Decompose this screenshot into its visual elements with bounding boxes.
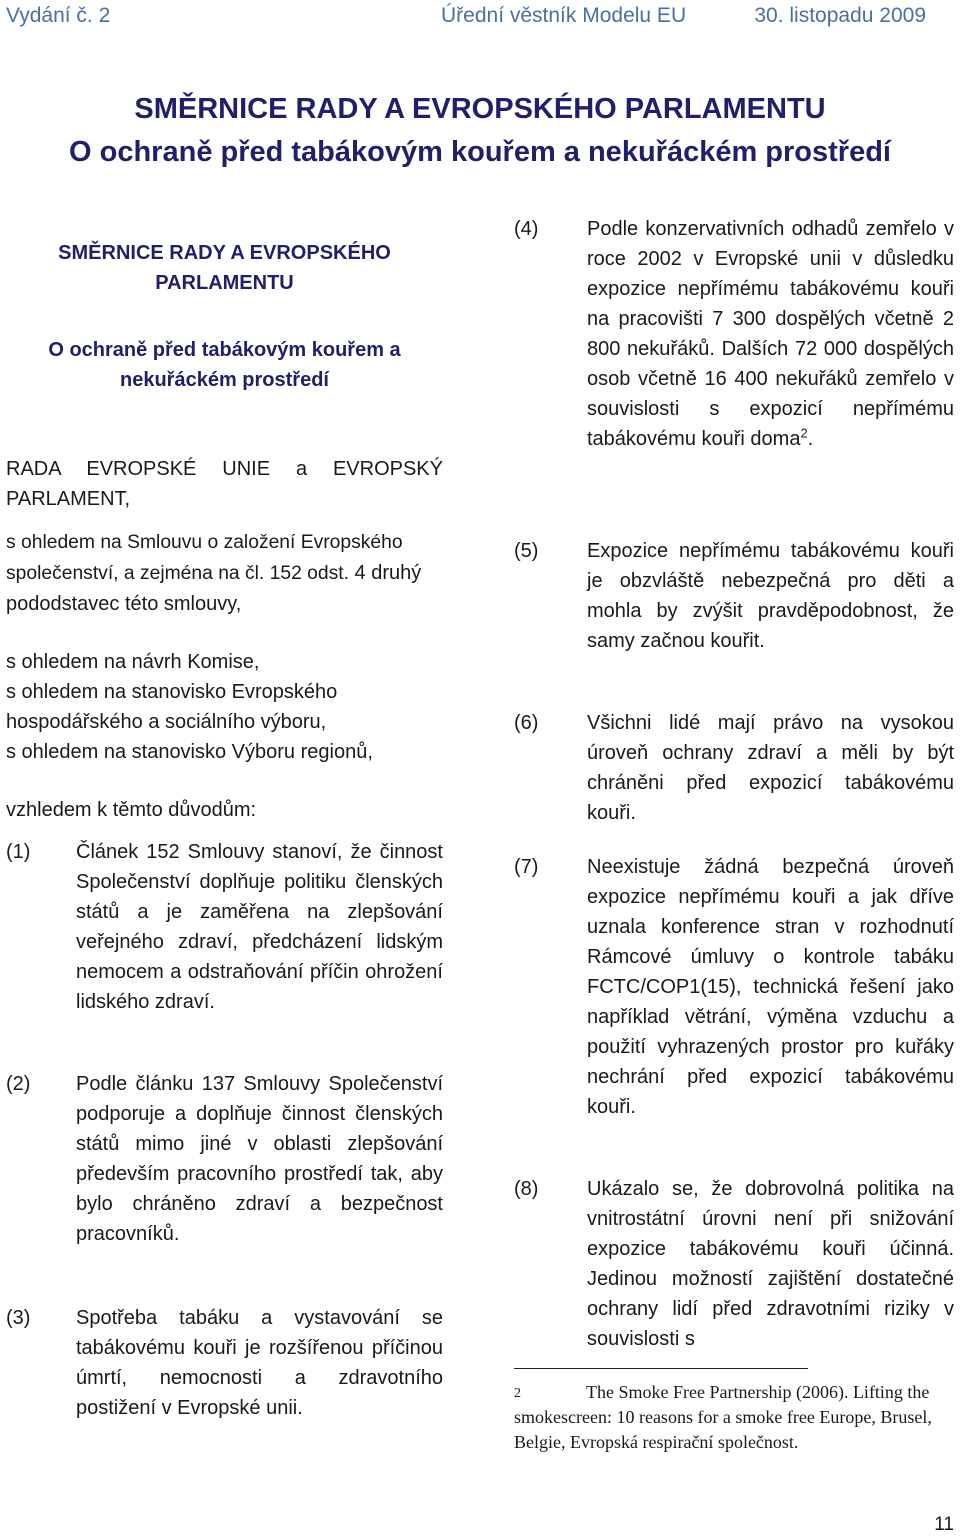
recital-8 <box>514 1174 954 1354</box>
footnote-number: 2 <box>514 1386 521 1401</box>
recital-number: (1) <box>6 841 31 863</box>
recital-text: Neexistuje žádná bezpečná úroveň expozice nepřímému kouři a jak dříve uznala konference stran v rozhodnutí Rámcové úmluvy o kontrole tabáku FCTC/COP1(15), technická řešení jako například větrání, výměna vzduchu a použití vyhrazených prostor pro kuřáky nechrání před expozicí tabákovému kouři. <box>587 856 954 1118</box>
left-subtitle-line-1: O ochraně před tabákovým kouřem a <box>48 339 401 361</box>
recital-6 <box>514 708 954 828</box>
recital-text: Ukázalo se, že dobrovolná politika na vnitrostátní úrovni není při snižování expozice tabákovému kouři účinná. Jedinou možností zajištění dostatečné ochrany lidí před zdravotními riziky v souvislosti s <box>587 1178 954 1350</box>
recital-7 <box>514 852 954 1122</box>
having-regard-commission: s ohledem na návrh Komise, <box>6 651 260 673</box>
recital-4 <box>514 214 954 454</box>
left-title-block <box>6 238 443 298</box>
footnote-text: The Smoke Free Partnership (2006). Lifting the smokescreen: 10 reasons for a smoke free Europe, Brusel, Belgie, Evropská respirační společnost. <box>514 1382 932 1452</box>
recital-text: Spotřeba tabáku a vystavování se tabákovému kouři je rozšířenou příčinou úmrtí, nemocnosti a zdravotního postižení v Evropské unii. <box>76 1307 443 1419</box>
issue-number: Vydání č. 2 <box>6 4 111 27</box>
footnote-separator <box>514 1368 808 1369</box>
document-title: SMĚRNICE RADY A EVROPSKÉHO PARLAMENTU <box>134 93 826 125</box>
recital-text: Podle článku 137 Smlouvy Společenství podporuje a doplňuje činnost členských států mimo jiné v oblasti zlepšování především pracovního prostředí tak, aby bylo chráněno zdraví a bezpečnost pracovníků. <box>76 1073 443 1245</box>
recital-number: (7) <box>514 856 539 878</box>
page-header <box>0 0 960 34</box>
left-title-line-1: SMĚRNICE RADY A EVROPSKÉHO <box>58 242 391 264</box>
left-subtitle-line-2: nekuřáckém prostředí <box>120 369 329 391</box>
footnote <box>514 1380 944 1455</box>
recital-text <box>587 214 954 454</box>
left-subtitle-block <box>6 335 443 395</box>
recital-number: (5) <box>514 540 539 562</box>
recital-number: (6) <box>514 712 539 734</box>
document-subtitle: O ochraně před tabákovým kouřem a nekuřáckém prostředí <box>69 136 891 168</box>
recital-number: (8) <box>514 1178 539 1200</box>
recital-number: (3) <box>6 1307 31 1329</box>
recital-1 <box>6 837 443 1017</box>
recital-text: Všichni lidé mají právo na vysokou úroveň ochrany zdraví a měli by být chráněni před expozicí tabákovému kouři. <box>587 712 954 824</box>
recital-text: Expozice nepřímému tabákovému kouři je obzvláště nebezpečná pro děti a mohla by zvýšit pravděpodobnost, že samy začnou kouřit. <box>587 540 954 652</box>
preamble: RADA EVROPSKÉ UNIE a EVROPSKÝ PARLAMENT, <box>6 458 443 510</box>
recital-number: (2) <box>6 1073 31 1095</box>
recital-text: Článek 152 Smlouvy stanoví, že činnost Společenství doplňuje politiku členských států a je zaměřena na zlepšování veřejného zdraví, předcházení lidským nemocem a odstraňování příčin ohrožení lidského zdraví. <box>76 841 443 1013</box>
recital-3 <box>6 1303 443 1423</box>
recital-text-body: Podle konzervativních odhadů zemřelo v roce 2002 v Evropské unii v důsledku expozice nepřímému tabákovému kouři na pracovišti 7 300 dospělých včetně 2 800 nekuřáků. Dalších 72 000 dospělých osob včetně 16 400 nekuřáků zemřelo v souvislosti s expozicí nepřímému tabákovému kouři doma <box>587 218 954 450</box>
recital-2 <box>6 1069 443 1249</box>
having-regard-treaty-b: 4 druhý pododstavec této smlouvy, <box>6 562 422 615</box>
publication-name: Úřední věstník Modelu EU <box>441 4 687 27</box>
recital-number: (4) <box>514 218 539 240</box>
recital-5 <box>514 536 954 656</box>
whereas: vzhledem k těmto důvodům: <box>6 799 257 821</box>
issue-date: 30. listopadu 2009 <box>754 4 926 27</box>
having-regard-ecosoc: s ohledem na stanovisko Evropského hospodářského a sociálního výboru, <box>6 681 338 733</box>
having-regard-regions: s ohledem na stanovisko Výboru regionů, <box>6 741 373 763</box>
having-regard-treaty <box>6 527 436 619</box>
left-title-line-2: PARLAMENTU <box>155 272 294 294</box>
recital-text-end: . <box>807 428 814 450</box>
page-number: 11 <box>934 1514 954 1535</box>
having-regard-treaty-a: s ohledem na Smlouvu o založení Evropského společenství, a zejména na čl. 152 odst. <box>6 532 403 584</box>
footnote-reference: 2 <box>800 425 808 441</box>
